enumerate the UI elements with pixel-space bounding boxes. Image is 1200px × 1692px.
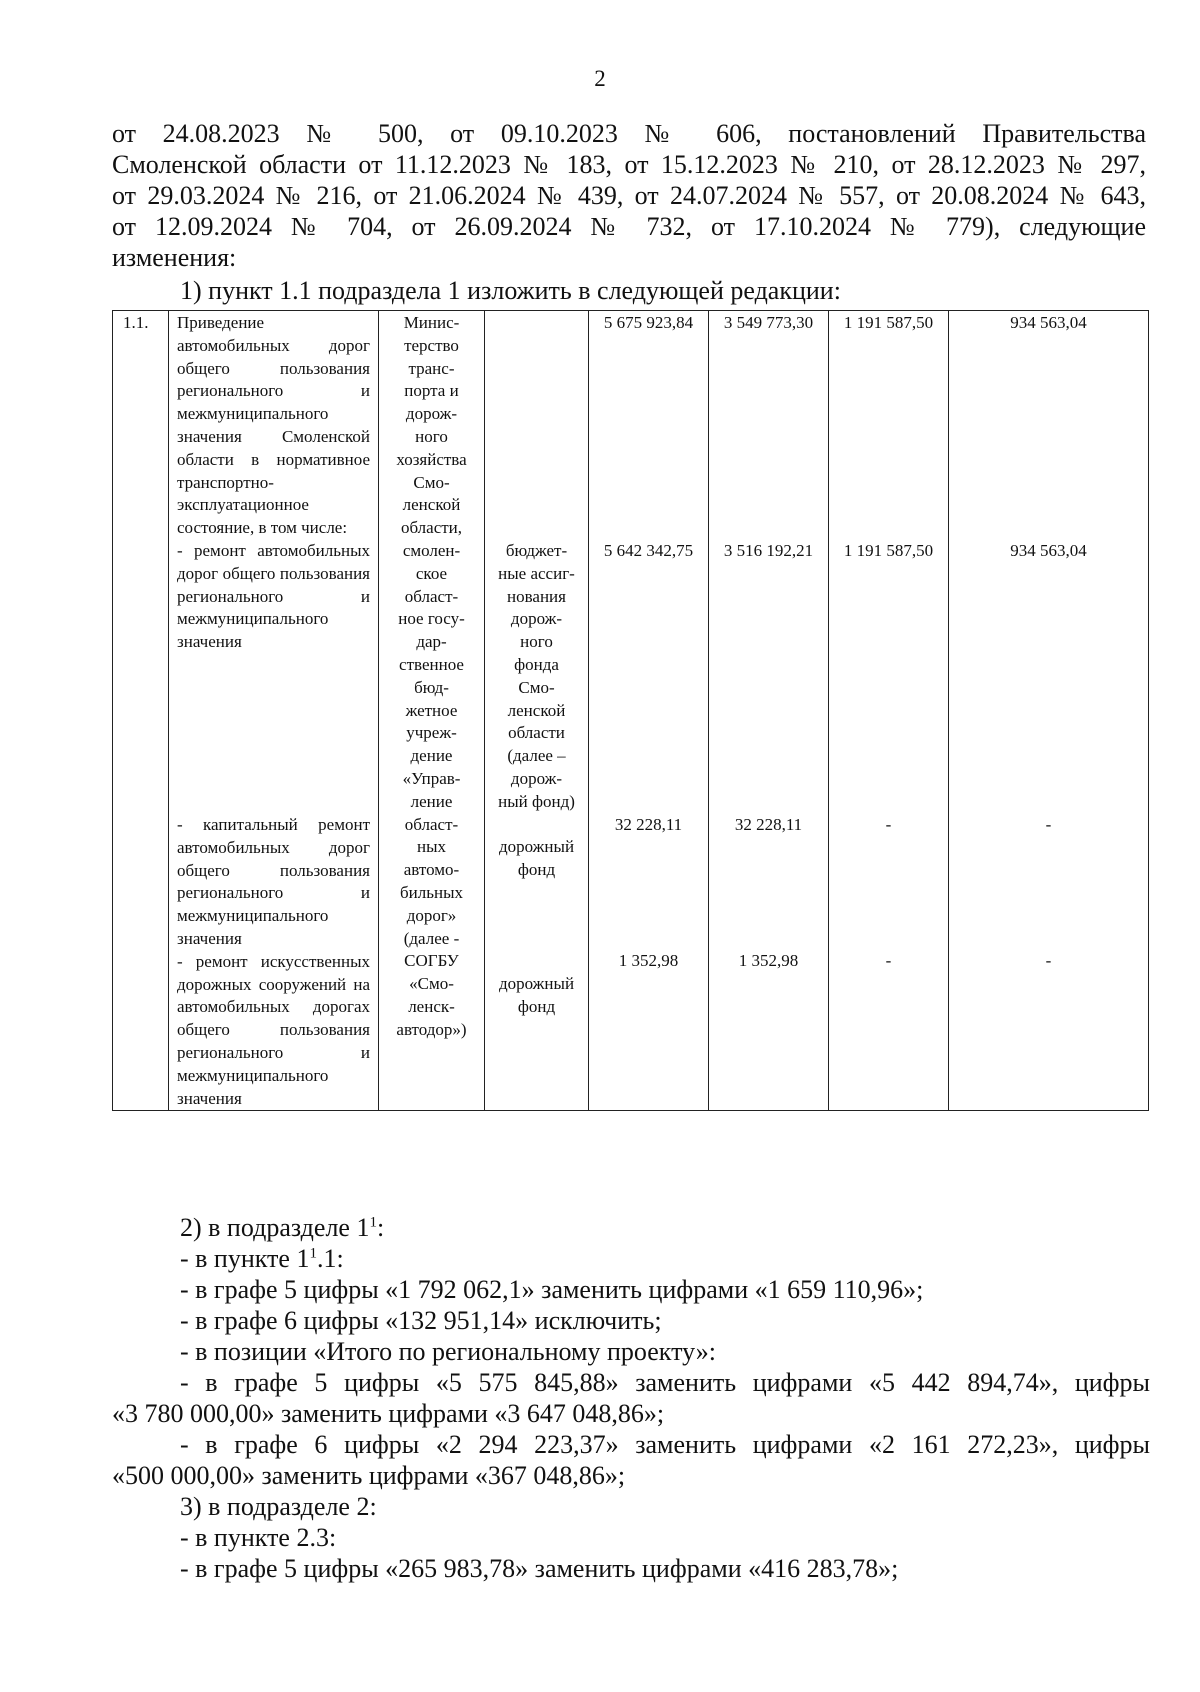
org-line: жетное (405, 700, 458, 720)
org-line: транс- (408, 358, 455, 378)
org-line: автомо- (403, 860, 460, 880)
value-column-4 (949, 311, 1149, 1111)
org-line: «Управ- (402, 768, 461, 788)
value-cell: 1 352,98 (618, 951, 679, 971)
value-cell: 3 516 192,21 (723, 540, 814, 560)
responsible-organization (379, 311, 485, 1111)
org-line: порта и (404, 381, 459, 401)
page-number: 2 (594, 66, 606, 91)
value-cell: 3 549 773,30 (723, 313, 814, 332)
value-column-1 (589, 311, 709, 1111)
intro-line: от 24.08.2023 № 500, от 09.10.2023 № 606, постановлений Правительства (112, 119, 1146, 148)
value-cell: 934 563,04 (1010, 313, 1087, 332)
org-line: терство (404, 335, 459, 355)
intro-line: Смоленской области от 11.12.2023 № 183, от 15.12.2023 № 210, от 28.12.2023 № 297, (112, 150, 1146, 179)
org-line: хозяйства (396, 449, 467, 469)
intro-line: от 29.03.2024 № 216, от 21.06.2024 № 439, от 24.07.2024 № 557, от 20.08.2024 № 643, (112, 181, 1146, 210)
superscript: 1 (309, 1245, 317, 1262)
value-cell: 32 228,11 (614, 814, 683, 834)
source-line: бюджет- (505, 541, 568, 560)
source-line: дорож- (510, 768, 563, 788)
org-line: «Смо- (409, 974, 454, 994)
amendment-line (180, 1212, 1150, 1243)
org-line: учреж- (406, 723, 457, 743)
superscript: 1 (369, 1214, 377, 1231)
amendment-line: - в графе 5 цифры «5 575 845,88» заменить цифрами «5 442 894,74», цифры (180, 1368, 1150, 1397)
amendment-line: - в позиции «Итого по региональному проекту»: (180, 1337, 716, 1366)
org-line: смолен- (402, 540, 461, 560)
source-line: дорож- (510, 609, 563, 629)
amendment-line: - в графе 5 цифры «265 983,78» заменить цифрами «416 283,78»; (180, 1554, 899, 1583)
value-cell: - (1045, 951, 1052, 971)
value-cell: 5 642 342,75 (603, 540, 694, 560)
subitem-name: - ремонт автомобильных дорог общего пользования регионального и межмуниципального значения (177, 540, 370, 652)
value-cell: - (885, 951, 892, 971)
value-cell: 32 228,11 (734, 814, 803, 834)
org-line: (далее - (403, 928, 460, 948)
source-line: нования (507, 586, 566, 606)
amendment-line: - в графе 6 цифры «2 294 223,37» заменить цифрами «2 161 272,23», цифры (180, 1430, 1150, 1459)
org-line: дар- (416, 632, 447, 652)
org-line: ление (410, 791, 453, 811)
source-line: ные ассиг- (498, 563, 575, 583)
org-line: бильных (399, 882, 463, 902)
org-line: Минис- (403, 313, 460, 332)
org-line: дение (410, 746, 453, 766)
value-cell: 5 675 923,84 (603, 313, 694, 332)
source-line: (далее – (507, 746, 566, 766)
org-line: области, (400, 518, 463, 538)
item-1-heading: 1) пункт 1.1 подраздела 1 изложить в следующей редакции: (180, 276, 841, 305)
value-cell: 1 352,98 (738, 951, 799, 971)
item-suffix: .1: (316, 1244, 344, 1273)
intro-line: изменения: (112, 243, 237, 272)
value-column-3 (829, 311, 949, 1111)
amendment-line: - в пункте 2.3: (180, 1523, 337, 1552)
org-line: област- (404, 814, 459, 834)
source-line: ный фонд) (498, 791, 575, 811)
source-line: ного (520, 632, 553, 652)
intro-line: от 12.09.2024 № 704, от 26.09.2024 № 732, от 17.10.2024 № 779), следующие (112, 212, 1146, 241)
amendment-line: «3 780 000,00» заменить цифрами «3 647 048,86»; (112, 1399, 665, 1428)
amendment-line: - в графе 6 цифры «132 951,14» исключить; (180, 1306, 662, 1335)
amendment-line: - в графе 5 цифры «1 792 062,1» заменить цифрами «1 659 110,96»; (180, 1275, 924, 1304)
org-line: СОГБУ (404, 951, 459, 971)
item-name: Приведение автомобильных дорог общего пользования регионального и межмуниципального значения Смоленской области в нормативное транспортно-эксплуатационное состояние, в том числе: (177, 313, 370, 538)
item-label: - в пункте 1 (180, 1244, 310, 1273)
source-line: фонд (517, 860, 556, 880)
org-line: дорог» (406, 905, 457, 925)
amendment-line: 3) в подразделе 2: (180, 1492, 377, 1521)
source-line: фонд (517, 996, 556, 1016)
org-line: бюд- (414, 677, 449, 697)
source-line: Смо- (518, 677, 555, 697)
amendment-table (112, 310, 1149, 1111)
amendments-text (112, 1212, 1150, 1584)
org-line: област- (404, 586, 459, 606)
source-line: ленской (507, 700, 566, 720)
table-row (113, 311, 1149, 1111)
source-line: фонда (514, 654, 559, 674)
org-line: дорож- (405, 404, 458, 424)
value-cell: - (1045, 814, 1052, 834)
org-line: ленск- (408, 996, 455, 1016)
funding-source-cell (485, 311, 589, 1111)
org-line: автодор») (396, 1019, 467, 1039)
value-cell: 1 191 587,50 (843, 313, 934, 332)
source-line: дорожный (498, 973, 575, 993)
value-column-2 (709, 311, 829, 1111)
subitem-name: - ремонт искусственных дорожных сооружений на автомобильных дорогах общего пользования регионального и межмуниципального значения (177, 951, 370, 1108)
org-line: ное госу- (398, 609, 465, 629)
org-line: ленской (402, 495, 461, 515)
org-line: ных (416, 837, 447, 857)
amendment-line (180, 1243, 1150, 1274)
org-line: ственное (399, 654, 464, 674)
item-number: 1.1. (113, 311, 169, 1111)
source-line: дорожный (498, 837, 575, 857)
org-line: ское (415, 563, 448, 583)
org-line: Смо- (413, 472, 450, 492)
value-cell: 1 191 587,50 (843, 540, 934, 560)
source-line: области (508, 723, 565, 743)
intro-paragraph (112, 118, 1146, 273)
subsection-label: 2) в подразделе 1 (180, 1213, 370, 1242)
org-line: ного (415, 426, 448, 446)
punctuation: : (376, 1213, 385, 1242)
value-cell: - (885, 814, 892, 834)
subitem-name: - капитальный ремонт автомобильных дорог общего пользования регионального и межмуниципального значения (177, 814, 370, 948)
value-cell: 934 563,04 (1010, 540, 1087, 560)
amendment-line: «500 000,00» заменить цифрами «367 048,86»; (112, 1461, 626, 1490)
item-name-cell (169, 311, 379, 1111)
